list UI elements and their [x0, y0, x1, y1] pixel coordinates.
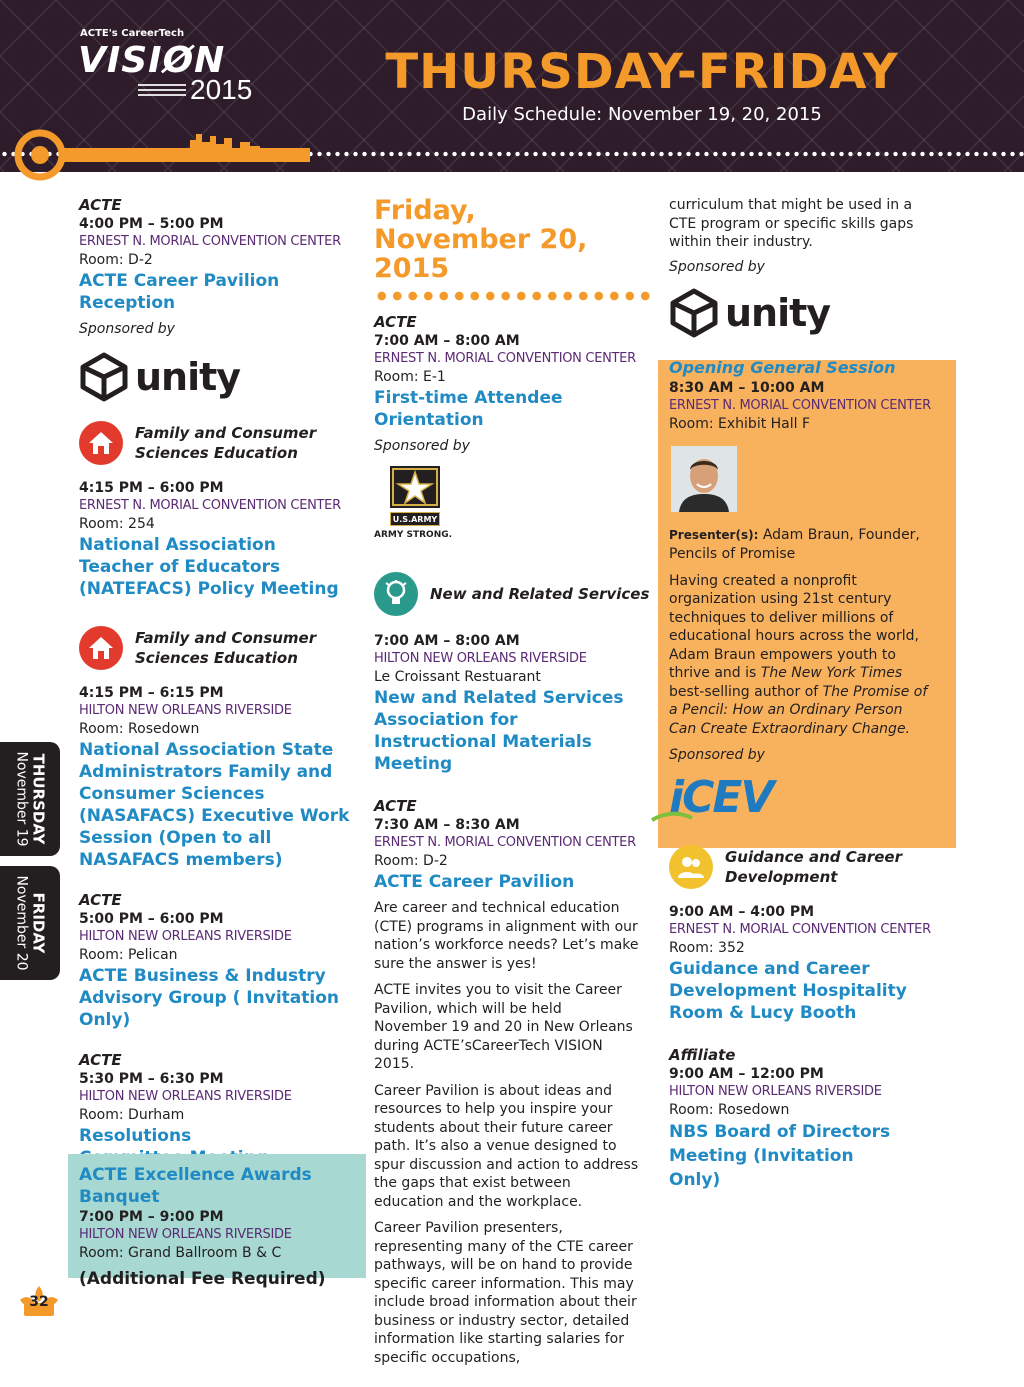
icev-swoosh-icon: [652, 810, 692, 824]
event-guidance-hospitality-room: [669, 903, 955, 1024]
event-organization: Affiliate: [669, 1046, 736, 1064]
friday-tab[interactable]: [0, 866, 60, 980]
event-business-industry-advisory: [79, 891, 359, 1031]
event-venue: ERNEST N. MORIAL CONVENTION CENTER: [669, 922, 931, 937]
thursday-tab-day: THURSDAY: [30, 753, 49, 845]
event-venue: HILTON NEW ORLEANS RIVERSIDE: [79, 1089, 292, 1104]
icev-wordmark: iCEV: [669, 771, 773, 823]
event-title: ACTE Career Pavilion: [374, 872, 575, 892]
event-organization: ACTE: [79, 196, 122, 214]
presenter-bio: [669, 572, 931, 739]
event-opening-general-session: [669, 357, 955, 826]
vision-2015-logo: [78, 28, 268, 108]
event-title: Opening General Session: [669, 357, 896, 377]
thursday-column: [79, 196, 359, 1189]
logo-tagline: ACTE's CareerTech: [80, 28, 185, 39]
event-title: National Association State Administrators Family and Consumer Sciences (NASAFACS) Executive Work Session (Open to all NASAFACS members): [79, 740, 350, 870]
icev-sponsor-logo: [669, 769, 955, 825]
friday-tab-day: FRIDAY: [30, 892, 49, 954]
event-room: Room: Pelican: [79, 947, 178, 963]
event-title: New and Related Services Association for Instructional Materials Meeting: [374, 688, 624, 774]
banquet-highlight-box: [68, 1154, 366, 1289]
presenter-label: Presenter(s):: [669, 527, 759, 542]
bio-publication: The New York Times: [760, 665, 903, 681]
friday-tab-date: November 20: [14, 875, 31, 971]
unity-sponsor-logo: [79, 347, 359, 407]
event-room: Room: E-1: [374, 369, 446, 385]
logo-wordmark: VISIØN: [78, 40, 226, 81]
event-title: ACTE Business & Industry Advisory Group ( Invitation Only): [79, 966, 339, 1030]
category-label: Guidance and Career Development: [725, 848, 902, 886]
paragraph: Career Pavilion presenters, representing many of the CTE career pathways, will be on hand to provide specific career information. This may include broad information about their business or industry sector, detailed information like starting salaries for specific occupations,: [374, 1220, 637, 1366]
paragraph-continued: curriculum that might be used in a CTE program or specific skills gaps within their industry.: [669, 197, 914, 250]
category-label: New and Related Services: [430, 585, 650, 603]
army-strong-text: ARMY STRONG.: [374, 530, 453, 540]
category-guidance-career: [669, 845, 955, 889]
thursday-tab-date: November 19: [14, 751, 31, 847]
event-time: 5:00 PM – 6:00 PM: [79, 911, 224, 927]
event-room: Room: Durham: [79, 1107, 185, 1123]
event-nasafacs-session: [79, 684, 359, 871]
event-organization: ACTE: [79, 891, 122, 909]
bio-book-title: The Promise of a Pencil: How an Ordinary Person Can Create Extraordinary Change.: [669, 683, 928, 737]
banquet-room: Room: Grand Ballroom B & C: [79, 1245, 282, 1261]
banquet-title: ACTE Excellence Awards Banquet: [79, 1165, 312, 1207]
event-first-time-orientation: [374, 313, 656, 552]
event-time: 7:30 AM – 8:30 AM: [374, 817, 520, 833]
presenter-photo: [671, 446, 737, 512]
event-room: Room: D-2: [374, 853, 448, 869]
event-room: Room: Rosedown: [669, 1102, 790, 1118]
page-subtitle: Daily Schedule: November 19, 20, 2015: [462, 104, 822, 125]
bio-text: Having created a nonprofit organization using 21st century techniques to deliver millions of educational hours across the world, Adam Braun empowers youth to thrive and is: [669, 572, 919, 681]
unity-wordmark: unity: [135, 355, 241, 399]
page-title: THURSDAY-FRIDAY: [385, 44, 899, 100]
bio-text: best-selling author of: [669, 683, 823, 700]
event-title: NBS Board of Directors Meeting (Invitation Only): [669, 1122, 891, 1190]
house-icon: [79, 626, 123, 670]
event-title: ACTE Career Pavilion Reception: [79, 271, 280, 313]
key-skyline-icon: [10, 124, 310, 186]
event-time: 4:00 PM – 5:00 PM: [79, 216, 224, 232]
army-badge: U.S.ARMY: [390, 512, 440, 526]
event-room: Le Croissant Restuarant: [374, 669, 541, 685]
category-label: Family and Consumer Sciences Education: [135, 629, 317, 667]
unity-cube-icon: [669, 288, 719, 338]
category-new-related-services: [374, 572, 656, 616]
friday-tab-label: [13, 875, 47, 970]
event-career-pavilion: [374, 797, 656, 1367]
category-family-consumer-1: [79, 421, 359, 465]
event-venue: HILTON NEW ORLEANS RIVERSIDE: [669, 1084, 882, 1099]
people-icon: [669, 845, 713, 889]
event-time: 4:15 PM – 6:15 PM: [79, 685, 224, 701]
banquet-fee-note: (Additional Fee Required): [79, 1269, 326, 1289]
event-natefacs-meeting: [79, 479, 359, 600]
event-title: National Association Teacher of Educators (NATEFACS) Policy Meeting: [79, 535, 339, 599]
unity-sponsor-logo: [669, 283, 955, 343]
paragraph: Are career and technical education (CTE) programs in alignment with our nation’s workforce needs? Let’s make sure the answer is yes!: [374, 900, 639, 972]
us-army-sponsor-logo: [374, 466, 464, 552]
event-nbs-board-meeting: [669, 1046, 955, 1192]
logo-speed-lines: [138, 84, 186, 98]
event-room: Room: Rosedown: [79, 721, 200, 737]
category-family-consumer-2: [79, 626, 359, 670]
event-venue: HILTON NEW ORLEANS RIVERSIDE: [79, 703, 292, 718]
event-room: Room: D-2: [79, 252, 153, 268]
event-venue: HILTON NEW ORLEANS RIVERSIDE: [374, 651, 587, 666]
sponsored-by-label: Sponsored by: [79, 321, 175, 337]
thursday-tab-label: [13, 751, 47, 846]
event-room: Room: 254: [79, 516, 155, 532]
presenter-name: Adam Braun, Founder, Pencils of Promise: [669, 526, 920, 562]
event-title: Resolutions: [79, 1126, 192, 1146]
event-venue: HILTON NEW ORLEANS RIVERSIDE: [79, 929, 292, 944]
unity-wordmark: unity: [725, 290, 831, 335]
event-time: 9:00 AM – 12:00 PM: [669, 1066, 824, 1082]
event-room: Room: Exhibit Hall F: [669, 415, 811, 432]
house-icon: [79, 421, 123, 465]
event-organization: ACTE: [374, 313, 417, 331]
paragraph: Career Pavilion is about ideas and resources to help you inspire your students about their future career path. It’s also a venue designed to spur discussion and action to address the gaps that exist between education and the workplace.: [374, 1082, 639, 1210]
event-organization: ACTE: [374, 797, 417, 815]
event-venue: ERNEST N. MORIAL CONVENTION CENTER: [374, 351, 636, 366]
category-label: Family and Consumer Sciences Education: [135, 424, 317, 462]
event-title: Guidance and Career Development Hospitality Room & Lucy Booth: [669, 959, 907, 1023]
unity-cube-icon: [79, 352, 129, 402]
page-number: [18, 1286, 60, 1318]
event-venue: ERNEST N. MORIAL CONVENTION CENTER: [79, 234, 341, 249]
presenter-line: [669, 526, 941, 564]
friday-heading-date: November 20, 2015: [374, 224, 588, 284]
event-time: 7:00 AM – 8:00 AM: [374, 633, 520, 649]
lightbulb-icon: [374, 572, 418, 616]
paragraph: ACTE invites you to visit the Career Pavilion, which will be held November 19 and 20 in New Orleans during ACTE’sCareerTech VISION 2015.: [374, 982, 633, 1072]
event-time: 8:30 AM – 10:00 AM: [669, 379, 825, 396]
event-time: 5:30 PM – 6:30 PM: [79, 1071, 224, 1087]
event-resolutions-committee: [79, 1051, 359, 1169]
event-time: 4:15 PM – 6:00 PM: [79, 480, 224, 496]
thursday-tab[interactable]: [0, 742, 60, 856]
orange-dot-divider: [374, 291, 654, 301]
event-time: 7:00 AM – 8:00 AM: [374, 333, 520, 349]
event-career-pavilion-reception: [79, 196, 359, 407]
event-aim-meeting: [374, 632, 656, 775]
friday-column: [374, 196, 656, 1387]
banquet-venue: HILTON NEW ORLEANS RIVERSIDE: [79, 1227, 292, 1242]
event-venue: ERNEST N. MORIAL CONVENTION CENTER: [374, 835, 636, 850]
sponsored-by-label: Sponsored by: [669, 258, 765, 275]
event-time: 9:00 AM – 4:00 PM: [669, 904, 815, 920]
friday-column-continued: [669, 196, 955, 1212]
sponsored-by-label: Sponsored by: [669, 747, 765, 763]
logo-year: 2015: [190, 74, 253, 105]
friday-heading-day: Friday,: [374, 195, 476, 226]
banquet-time: 7:00 PM – 9:00 PM: [79, 1209, 224, 1225]
event-venue: ERNEST N. MORIAL CONVENTION CENTER: [669, 397, 931, 413]
event-title: First-time Attendee Orientation: [374, 388, 563, 430]
page-number-text: 32: [29, 1294, 49, 1310]
event-venue: ERNEST N. MORIAL CONVENTION CENTER: [79, 498, 341, 513]
sponsored-by-label: Sponsored by: [374, 438, 470, 454]
event-organization: ACTE: [79, 1051, 122, 1069]
event-room: Room: 352: [669, 940, 745, 956]
